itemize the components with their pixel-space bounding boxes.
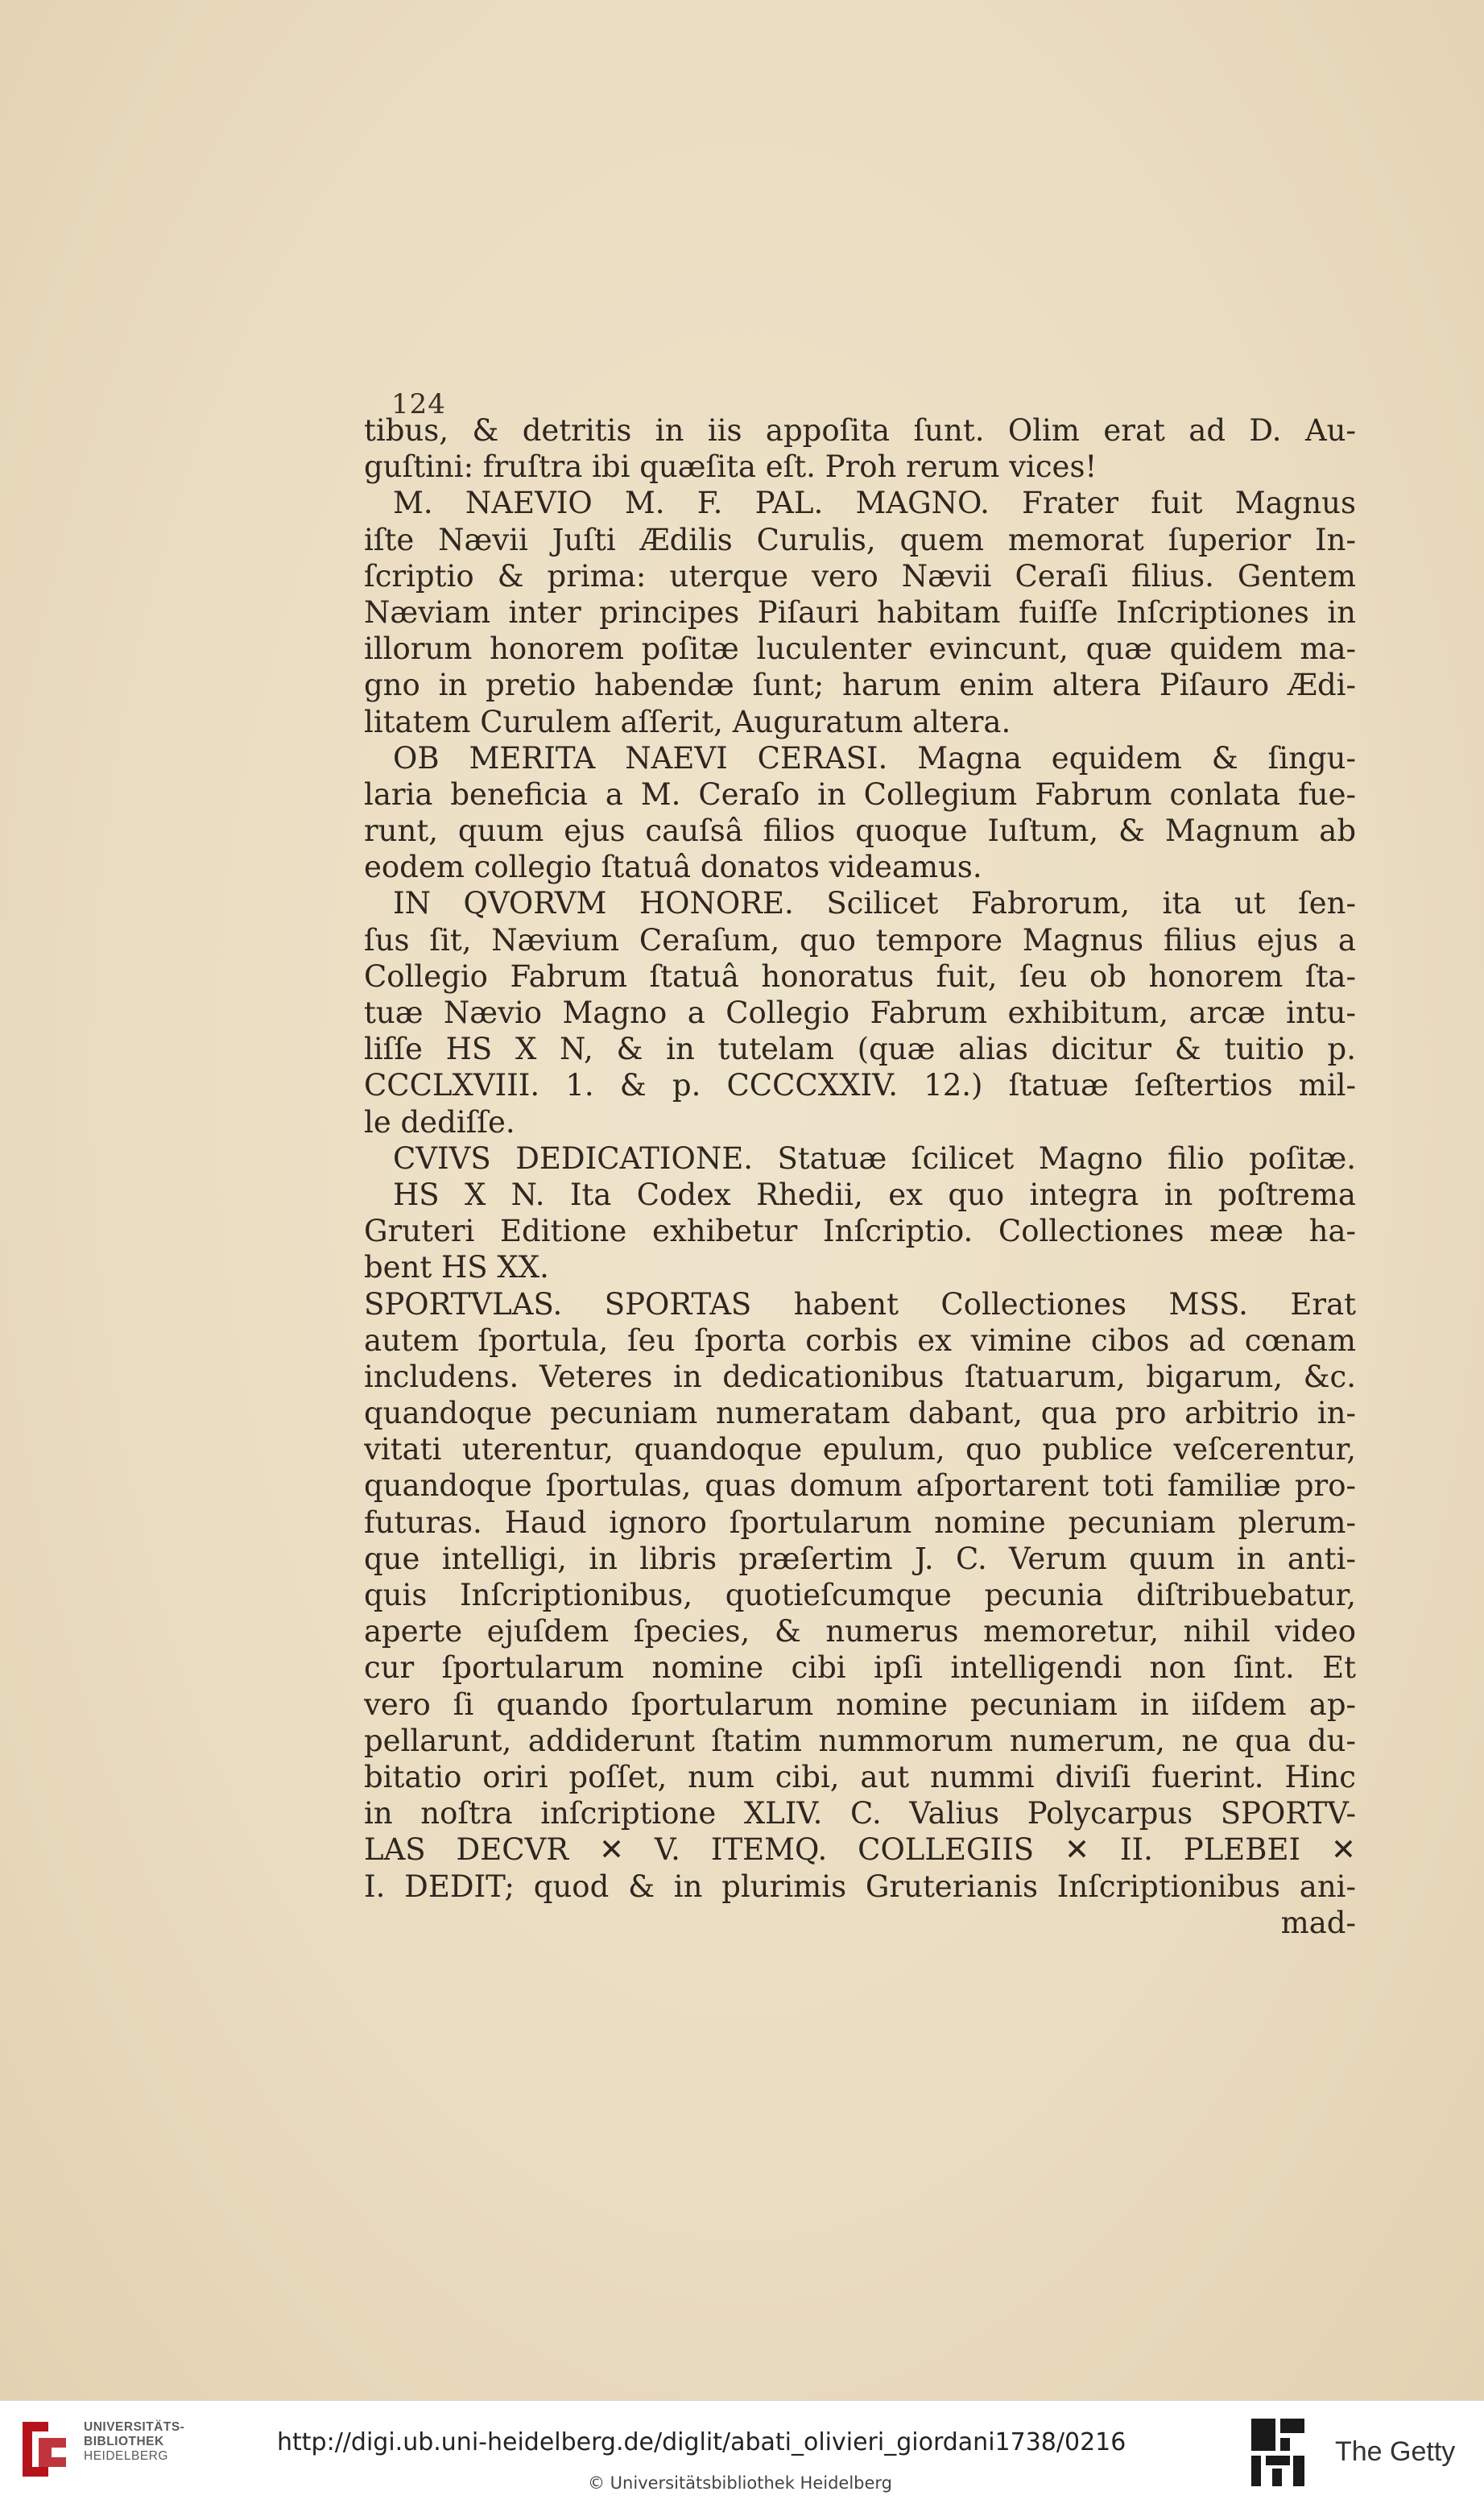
text-line: vitati uterentur, quandoque epulum, quo publice veſcerentur, bbox=[364, 1432, 1356, 1467]
text-line: CCCLXVIII. 1. & p. CCCCXXIV. 12.) ſtatuæ ſeſtertios mil- bbox=[364, 1068, 1356, 1103]
text-line: tuæ Nævio Magno a Collegio Fabrum exhibitum, arcæ intu- bbox=[364, 995, 1356, 1030]
text-line: M. NAEVIO M. F. PAL. MAGNO. Frater fuit Magnus bbox=[393, 486, 1356, 521]
page-number: 124 bbox=[391, 388, 446, 420]
text-line: Collegio Fabrum ſtatuâ honoratus fuit, ſeu ob honorem ſta- bbox=[364, 958, 1356, 994]
text-line: liſſe HS X N, & in tutelam (quæ alias dicitur & tuitio p. bbox=[364, 1032, 1356, 1067]
text-line: OB MERITA NAEVI CERASI. Magna equidem & ſingu- bbox=[393, 740, 1356, 776]
text-line: litatem Curulem aſſerit, Auguratum altera. bbox=[364, 704, 1011, 739]
permalink-url[interactable]: http://digi.ub.uni-heidelberg.de/diglit/abati_olivieri_giordani1738/0216 bbox=[277, 2428, 1126, 2456]
text-line: in noſtra inſcriptione XLIV. C. Valius Polycarpus SPORTV- bbox=[364, 1796, 1356, 1831]
library-line: UNIVERSITÄTS- bbox=[84, 2420, 185, 2434]
copyright-notice: © Universitätsbibliothek Heidelberg bbox=[588, 2473, 893, 2493]
text-line: Næviam inter principes Piſauri habitam fuiſſe Inſcriptiones in bbox=[364, 594, 1356, 630]
text-line: Gruteri Editione exhibetur Inſcriptio. Collectiones meæ ha- bbox=[364, 1214, 1356, 1249]
text-line: pellarunt, addiderunt ſtatim nummorum numerum, ne qua du- bbox=[364, 1723, 1356, 1758]
getty-logo-icon[interactable] bbox=[1246, 2414, 1311, 2491]
text-line: ſus ſit, Nævium Ceraſum, quo tempore Magnus filius ejus a bbox=[364, 922, 1356, 958]
text-line: futuras. Haud ignoro ſportularum nomine pecuniam plerum- bbox=[364, 1504, 1356, 1540]
text-line: I. DEDIT; quod & in plurimis Gruterianis Inſcriptionibus ani- bbox=[364, 1869, 1356, 1904]
text-line: HS X N. Ita Codex Rhedii, ex quo integra in poſtrema bbox=[393, 1177, 1356, 1212]
text-line: vero ſi quando ſportularum nomine pecuniam in iiſdem ap- bbox=[364, 1686, 1356, 1722]
ub-heidelberg-logo-icon[interactable] bbox=[14, 2415, 74, 2483]
text-line: cur ſportularum nomine cibi ipſi intelligendi non ſint. Et bbox=[364, 1650, 1356, 1686]
text-line: runt, quum ejus cauſsâ filios quoque Iuſtum, & Magnum ab bbox=[364, 813, 1356, 849]
text-line: le dediſſe. bbox=[364, 1104, 515, 1140]
text-line: bitatio oriri poſſet, num cibi, aut nummi diviſi fuerint. Hinc bbox=[364, 1759, 1356, 1794]
text-line: aperte ejuſdem ſpecies, & numerus memoretur, nihil video bbox=[364, 1614, 1356, 1649]
text-line: guſtini: fruſtra ibi quæſita eſt. Proh rerum vices! bbox=[364, 449, 1097, 485]
text-line: illorum honorem poſitæ luculenter evincunt, quæ quidem ma- bbox=[364, 631, 1356, 667]
text-line: autem ſportula, ſeu ſporta corbis ex vimine cibos ad cœnam bbox=[364, 1322, 1356, 1358]
text-line: que intelligi, in libris præſertim J. C. Verum quum in anti- bbox=[364, 1541, 1356, 1576]
text-line: LAS DECVR ✕ V. ITEMQ. COLLEGIIS ✕ II. PLEBEI ✕ bbox=[364, 1832, 1356, 1868]
text-line: CVIVS DEDICATIONE. Statuæ ſcilicet Magno filio poſitæ. bbox=[393, 1140, 1356, 1176]
body-text bbox=[364, 412, 1356, 1941]
partner-name: The Getty bbox=[1335, 2436, 1456, 2467]
text-line: eodem collegio ſtatuâ donatos videamus. bbox=[364, 850, 982, 885]
text-line: SPORTVLAS. SPORTAS habent Collectiones MSS. Erat bbox=[364, 1286, 1356, 1322]
text-line: quandoque pecuniam numeratam dabant, qua pro arbitrio in- bbox=[364, 1396, 1356, 1431]
library-name bbox=[84, 2420, 184, 2464]
library-line: BIBLIOTHEK bbox=[84, 2435, 164, 2448]
library-line: HEIDELBERG bbox=[84, 2449, 168, 2463]
text-line: quis Inſcriptionibus, quotieſcumque pecunia diſtribuebatur, bbox=[364, 1578, 1356, 1612]
text-line: includens. Veteres in dedicationibus ſtatuarum, bigarum, &c. bbox=[364, 1359, 1356, 1394]
text-line: ſcriptio & prima: uterque vero Nævii Ceraſi filius. Gentem bbox=[364, 558, 1356, 594]
text-line: quandoque ſportulas, quas domum aſportarent toti familiæ pro- bbox=[364, 1468, 1356, 1504]
text-line: tibus, & detritis in iis appoſita ſunt. Olim erat ad D. Au- bbox=[364, 413, 1356, 448]
text-line: gno in pretio habendæ ſunt; harum enim altera Piſauro Ædi- bbox=[364, 668, 1356, 703]
catchword: mad- bbox=[1280, 1905, 1356, 1940]
viewer-footer bbox=[0, 2400, 1484, 2508]
text-line: bent HS XX. bbox=[364, 1250, 549, 1285]
text-line: IN QVORVM HONORE. Scilicet Fabrorum, ita ut ſen- bbox=[393, 886, 1356, 921]
text-line: laria beneficia a M. Ceraſo in Collegium Fabrum conlata fue- bbox=[364, 776, 1356, 812]
text-line: iſte Nævii Juſti Ædilis Curulis, quem memorat ſuperior In- bbox=[364, 522, 1356, 557]
